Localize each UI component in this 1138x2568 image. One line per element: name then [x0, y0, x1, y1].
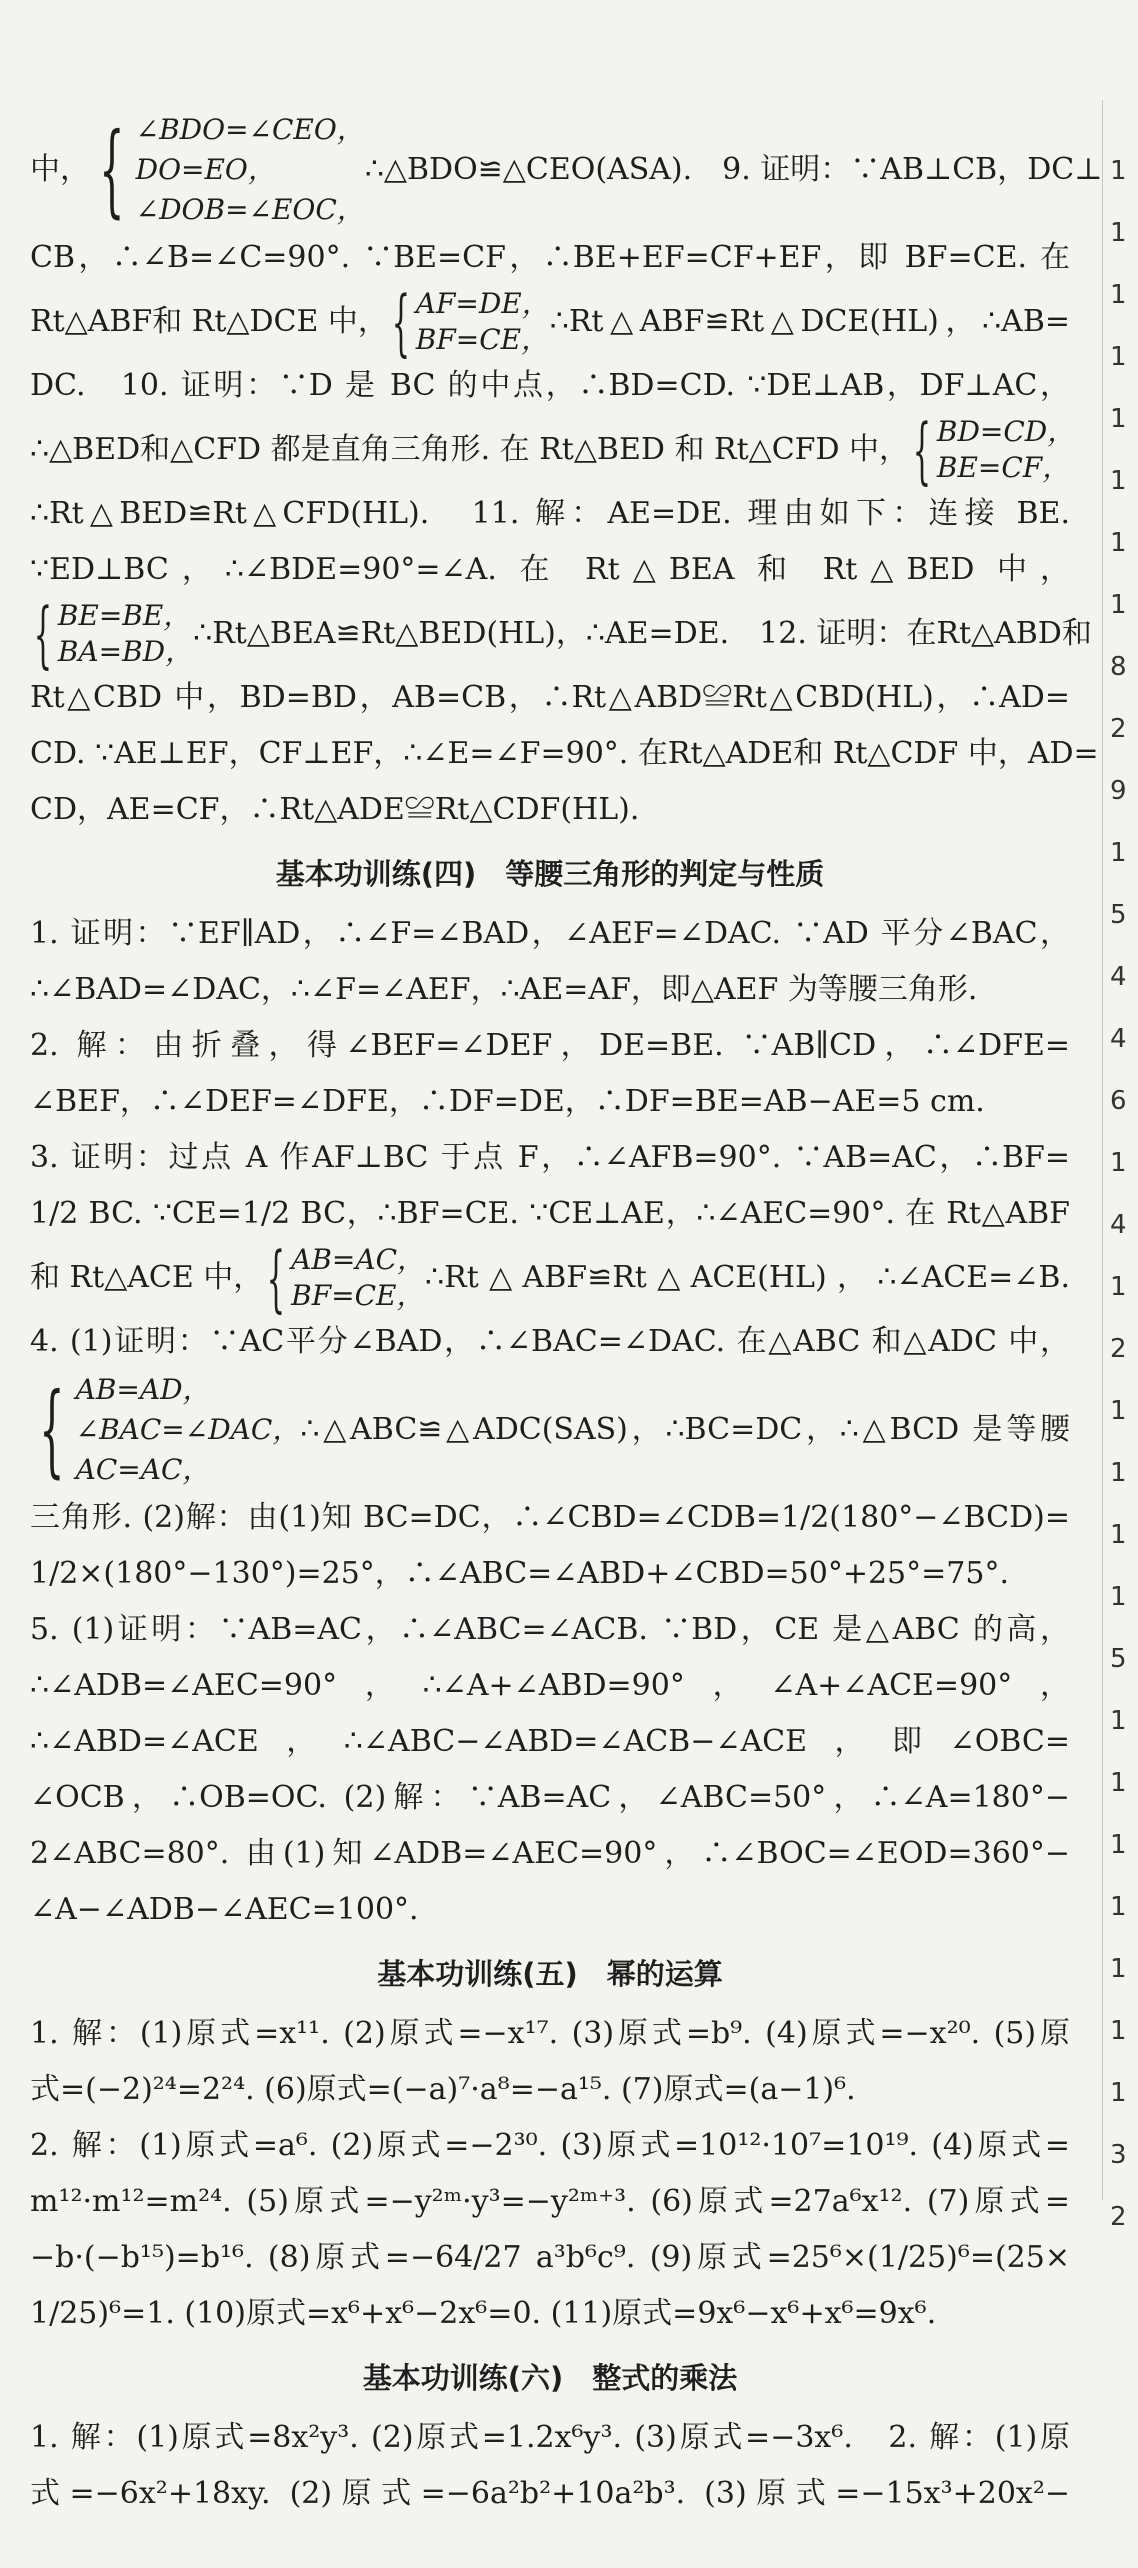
text-line: 1/25)⁶=1. (10)原式=x⁶+x⁶−2x⁶=0. (11)原式=9x⁶−x⁶+x⁶=9x⁶. — [30, 2296, 937, 2331]
text-line: 1. 解：(1)原式=8x²y³. (2)原式=1.2x⁶y³. (3)原式=−3x⁶. 2. 解：(1)原 — [30, 2420, 1070, 2455]
text-line: CD. ∵AE⊥EF，CF⊥EF，∴∠E=∠F=90°. 在Rt△ADE和 Rt△CDF 中，AD= — [30, 736, 1099, 771]
text-line: ∠A−∠ADB−∠AEC=100°. — [30, 1892, 419, 1927]
text-line: 5. (1)证明：∵AB=AC，∴∠ABC=∠ACB. ∵BD，CE 是△ABC 的高， — [30, 1612, 1070, 1647]
edge-glyph: 1 — [1110, 2016, 1127, 2046]
system-lead-text: 和 Rt△ACE 中， — [30, 1260, 264, 1295]
edge-glyph: 2 — [1110, 2202, 1127, 2232]
text-line: ∴∠ABD=∠ACE，∴∠ABC−∠ABD=∠ACB−∠ACE，即∠OBC= — [30, 1724, 1070, 1759]
equation-row: AF=DE， — [415, 287, 550, 320]
edge-glyph: 1 — [1110, 528, 1127, 558]
equation-row: BF=CE， — [291, 1279, 425, 1312]
edge-glyph: 1 — [1110, 404, 1127, 434]
equation-row: ∠BAC=∠DAC， — [75, 1413, 301, 1446]
equation-row: BE=BE， — [57, 599, 192, 632]
text-line: 1. 证明：∵EF∥AD，∴∠F=∠BAD，∠AEF=∠DAC. ∵AD 平分∠BAC， — [30, 916, 1070, 951]
text-line: 式=(−2)²⁴=2²⁴. (6)原式=(−a)⁷·a⁸=−a¹⁵. (7)原式=(a−1)⁶. — [30, 2072, 856, 2107]
text-line: −b·(−b¹⁵)=b¹⁶. (8)原式=−64/27 a³b⁶c⁹. (9)原式=25⁶×(1/25)⁶=(25× — [30, 2240, 1070, 2275]
edge-glyph: 1 — [1110, 1830, 1127, 1860]
equation-row: AB=AD， — [75, 1373, 211, 1406]
edge-glyph: 4 — [1110, 1210, 1127, 1240]
system-tail-text: ∴Rt△ABF≌Rt△ACE(HL)，∴∠ACE=∠B. — [425, 1260, 1070, 1295]
edge-glyph: 1 — [1110, 1520, 1127, 1550]
edge-glyph: 6 — [1110, 1086, 1127, 1116]
edge-glyph: 1 — [1110, 590, 1127, 620]
edge-glyph: 1 — [1110, 342, 1127, 372]
right-edge-cropped-text — [1110, 140, 1138, 2248]
equation-stack — [416, 286, 550, 358]
equation-stack — [136, 110, 365, 230]
equation-row: ∠BDO=∠CEO， — [135, 113, 365, 146]
text-line: ∵ED⊥BC，∴∠BDE=90°=∠A. 在 Rt△BEA 和 Rt△BED 中， — [30, 552, 1070, 587]
text-line: 2. 解：(1)原式=a⁶. (2)原式=−2³⁰. (3)原式=10¹²·10⁷=10¹⁹. (4)原式= — [30, 2128, 1070, 2163]
text-line: ∴∠ADB=∠AEC=90°，∴∠A+∠ABD=90°，∠A+∠ACE=90°， — [30, 1668, 1070, 1703]
edge-glyph: 1 — [1110, 1954, 1127, 1984]
equation-system-line — [30, 592, 1092, 676]
edge-glyph: 1 — [1110, 156, 1127, 186]
edge-glyph: 5 — [1110, 900, 1127, 930]
equation-row: AB=AC， — [291, 1243, 426, 1276]
edge-glyph: 1 — [1110, 218, 1127, 248]
system-lead-text: Rt△ABF和 Rt△DCE 中， — [30, 304, 388, 339]
answer-text-column — [30, 110, 1103, 2522]
text-line: 1. 解：(1)原式=x¹¹. (2)原式=−x¹⁷. (3)原式=b⁹. (4)原式=−x²⁰. (5)原 — [30, 2016, 1070, 2051]
edge-glyph: 1 — [1110, 1582, 1127, 1612]
left-brace-icon: { — [267, 1236, 286, 1320]
edge-glyph: 1 — [1110, 1458, 1127, 1488]
edge-glyph: 1 — [1110, 1706, 1127, 1736]
text-line: CB，∴∠B=∠C=90°. ∵BE=CF，∴BE+EF=CF+EF，即 BF=CE. 在 — [30, 240, 1070, 275]
edge-glyph: 1 — [1110, 2078, 1127, 2108]
equation-stack — [76, 1370, 301, 1490]
text-line: 1/2 BC. ∵CE=1/2 BC，∴BF=CE. ∵CE⊥AE，∴∠AEC=90°. 在 Rt△ABF — [30, 1196, 1070, 1231]
text-line: 4. (1)证明：∵AC平分∠BAD，∴∠BAC=∠DAC. 在△ABC 和△ADC 中， — [30, 1324, 1070, 1359]
text-line: 2. 解：由折叠，得∠BEF=∠DEF，DE=BE. ∵AB∥CD，∴∠DFE= — [30, 1028, 1070, 1063]
edge-glyph: 4 — [1110, 962, 1127, 992]
text-line: ∴∠BAD=∠DAC，∴∠F=∠AEF，∴AE=AF，即△AEF 为等腰三角形. — [30, 972, 978, 1007]
text-line: Rt△CBD 中，BD=BD，AB=CB，∴Rt△ABD≌Rt△CBD(HL)，∴AD= — [30, 680, 1070, 715]
system-lead-text: 中， — [30, 152, 90, 187]
edge-glyph: 3 — [1110, 2140, 1127, 2170]
left-brace-icon: { — [33, 592, 53, 676]
system-tail-text: ∴△ABC≌△ADC(SAS)，∴BC=DC，∴△BCD 是等腰 — [300, 1412, 1070, 1447]
system-tail-text: ∴Rt△BEA≌Rt△BED(HL)，∴AE=DE. 12. 证明：在Rt△ABD和 — [193, 616, 1092, 651]
edge-glyph: 1 — [1110, 280, 1127, 310]
text-line: 三角形. (2)解：由(1)知 BC=DC，∴∠CBD=∠CDB=1/2(180°−∠BCD)= — [30, 1500, 1070, 1535]
equation-system-line — [30, 408, 1076, 492]
edge-glyph: 1 — [1110, 1148, 1127, 1178]
left-brace-icon: { — [391, 280, 411, 364]
system-tail-text: ∴△BDO≌△CEO(ASA). 9. 证明：∵AB⊥CB，DC⊥ — [364, 152, 1103, 187]
left-brace-icon: { — [99, 111, 125, 228]
section-heading: 基本功训练(六) 整式的乘法 — [362, 2361, 738, 2395]
equation-system-line — [30, 110, 1103, 230]
equation-row: BF=CE， — [415, 323, 550, 356]
text-line: m¹²·m¹²=m²⁴. (5)原式=−y²ᵐ·y³=−y²ᵐ⁺³. (6)原式=27a⁶x¹². (7)原式= — [30, 2184, 1070, 2219]
left-brace-icon: { — [912, 408, 932, 492]
text-line: 式=−6x²+18xy. (2)原式=−6a²b²+10a²b³. (3)原式=−15x³+20x²− — [30, 2476, 1070, 2511]
edge-glyph: 1 — [1110, 1892, 1127, 1922]
equation-stack — [937, 414, 1075, 486]
edge-glyph: 1 — [1110, 466, 1127, 496]
edge-glyph: 1 — [1110, 838, 1127, 868]
edge-glyph: 2 — [1110, 1334, 1127, 1364]
equation-row: BA=BD， — [57, 635, 194, 668]
edge-glyph: 1 — [1110, 1272, 1127, 1302]
section-heading: 基本功训练(四) 等腰三角形的判定与性质 — [275, 857, 825, 891]
edge-glyph: 9 — [1110, 776, 1127, 806]
equation-row: BE=CF， — [936, 451, 1071, 484]
text-line: ∠OCB，∴OB=OC. (2)解：∵AB=AC，∠ABC=50°，∴∠A=180°− — [30, 1780, 1070, 1815]
system-tail-text: ∴Rt△ABF≌Rt△DCE(HL)，∴AB= — [549, 304, 1070, 339]
text-line: 2∠ABC=80°. 由(1)知∠ADB=∠AEC=90°，∴∠BOC=∠EOD=360°− — [30, 1836, 1070, 1871]
edge-glyph: 5 — [1110, 1644, 1127, 1674]
equation-row: AC=AC， — [75, 1453, 211, 1486]
equation-system-line — [30, 280, 1070, 364]
edge-glyph: 8 — [1110, 652, 1127, 682]
equation-row: DO=EO， — [135, 153, 276, 186]
edge-glyph: 2 — [1110, 714, 1127, 744]
text-line: 3. 证明：过点 A 作AF⊥BC 于点 F，∴∠AFB=90°. ∵AB=AC，∴BF= — [30, 1140, 1070, 1175]
equation-stack — [58, 598, 193, 670]
equation-system-line — [30, 1370, 1070, 1490]
equation-system-line — [30, 1236, 1070, 1320]
equation-row: BD=CD， — [936, 415, 1076, 448]
section-heading: 基本功训练(五) 幂的运算 — [377, 1957, 723, 1991]
text-line: ∠BEF，∴∠DEF=∠DFE，∴DF=DE，∴DF=BE=AB−AE=5 cm. — [30, 1084, 985, 1119]
equation-stack — [291, 1242, 425, 1314]
equation-row: ∠DOB=∠EOC， — [135, 193, 365, 226]
text-line: CD，AE=CF，∴Rt△ADE≌Rt△CDF(HL). — [30, 792, 640, 827]
left-brace-icon: { — [39, 1371, 65, 1488]
edge-glyph: 4 — [1110, 1024, 1127, 1054]
text-line: 1/2×(180°−130°)=25°，∴∠ABC=∠ABD+∠CBD=50°+25°=75°. — [30, 1556, 1009, 1591]
text-line: ∴Rt△BED≌Rt△CFD(HL). 11. 解：AE=DE. 理由如下：连接 BE. — [30, 496, 1070, 531]
text-line: DC. 10. 证明：∵D 是 BC 的中点，∴BD=CD. ∵DE⊥AB，DF⊥AC， — [30, 368, 1070, 403]
column-divider — [1102, 100, 1103, 2200]
edge-glyph: 1 — [1110, 1396, 1127, 1426]
system-lead-text: ∴△BED和△CFD 都是直角三角形. 在 Rt△BED 和 Rt△CFD 中， — [30, 432, 910, 467]
edge-glyph: 1 — [1110, 1768, 1127, 1798]
